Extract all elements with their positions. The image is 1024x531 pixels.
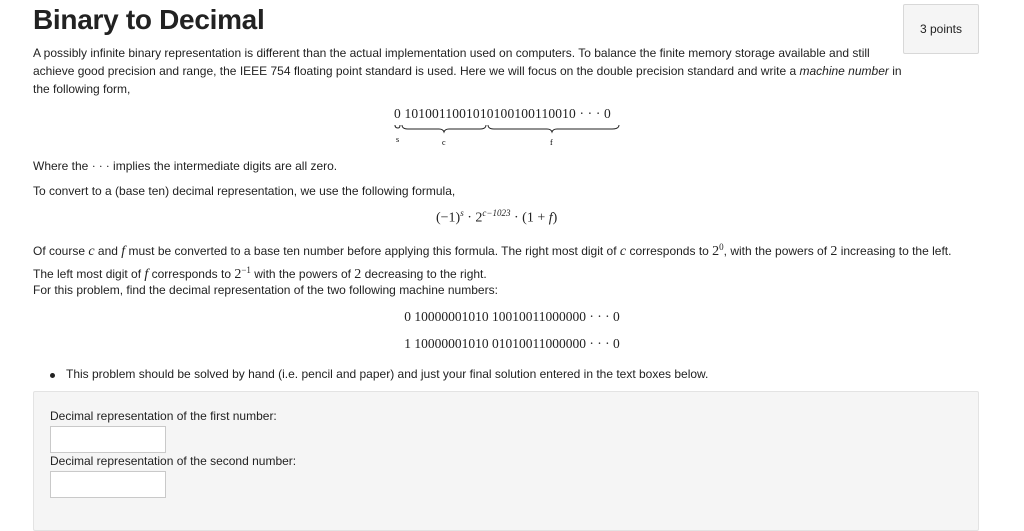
number-two: 2 — [234, 267, 242, 282]
var-c: c — [88, 244, 95, 259]
label-f: f — [550, 138, 553, 147]
intro-tail: in the following form, — [33, 64, 902, 96]
power-zero: 0 — [719, 242, 724, 252]
answer-panel — [33, 391, 979, 531]
digits-ellipsis: · · · 0 — [575, 106, 611, 121]
formula-tail: · (1 + — [510, 210, 549, 226]
number-two: 2 — [712, 244, 720, 259]
where-paragraph — [33, 157, 903, 175]
intro-paragraph — [33, 44, 903, 98]
explain-paragraph — [33, 238, 973, 284]
explain-text: increasing to the left. The left most digit of — [33, 244, 952, 281]
explain-text: must be converted to a base ten number before applying this formula. The right most digit of — [125, 244, 620, 258]
explain-text: Of course — [33, 244, 89, 258]
where-after: implies the intermediate digits are all zero. — [109, 159, 338, 173]
explain-text: corresponds to — [148, 267, 235, 281]
var-c: c — [619, 244, 627, 259]
formula-neg: (−1) — [436, 210, 461, 226]
second-answer-label: Decimal representation of the second number: — [50, 454, 297, 468]
formula-close: ) — [552, 210, 558, 226]
machine-number-1: 0 10000001010 10010011000000 · · · 0 — [404, 309, 620, 324]
label-c: c — [442, 138, 446, 147]
var-f: f — [121, 244, 126, 259]
label-s: s — [396, 135, 400, 144]
machine-number-2: 1 10000001010 01010011000000 · · · 0 — [404, 336, 620, 351]
instruction-text: This problem should be solved by hand (i.e. pencil and paper) and just your final solution entered in the text boxes below. — [66, 367, 709, 381]
intro-text: A possibly infinite binary representation is different than the actual implementation used on computers. To balance the finite memory storage available and still achieve good precision and range, the IEEE 754 floating point standard is used. Here we will focus on the double precision standard and write a — [33, 46, 870, 78]
number-two: 2 — [830, 244, 838, 259]
machine-number-form — [380, 106, 640, 146]
where-before: Where the — [33, 159, 92, 173]
sign-digit: 0 — [394, 106, 401, 121]
formula-exponent: c−1023 — [482, 208, 511, 218]
explain-text: and — [94, 244, 122, 258]
first-answer-input[interactable] — [50, 426, 166, 453]
points-badge: 3 points — [903, 4, 979, 54]
explain-text: , with the powers of — [723, 244, 831, 258]
exponent-digits: 10100110010 — [404, 106, 480, 121]
machine-number-digits — [394, 106, 611, 122]
explain-text: decreasing to the right. — [361, 267, 487, 281]
formula-s: s — [460, 208, 464, 218]
ellipsis-symbol: · · · — [91, 159, 110, 173]
formula-f: f — [548, 210, 553, 226]
power-minus-one: −1 — [241, 265, 251, 275]
second-answer-input[interactable] — [50, 471, 166, 498]
machine-number-term: machine number — [799, 64, 889, 78]
convert-paragraph: To convert to a (base ten) decimal representation, we use the following formula, — [33, 184, 456, 198]
explain-text: with the powers of — [250, 267, 355, 281]
brace-c — [402, 125, 486, 132]
brace-s — [395, 125, 400, 128]
var-f: f — [144, 267, 149, 282]
formula-dot: · 2 — [463, 210, 483, 226]
brace-f — [488, 125, 619, 132]
fraction-digits: 10100100110010 — [479, 106, 576, 121]
number-two: 2 — [354, 267, 362, 282]
page-title: Binary to Decimal — [33, 4, 265, 35]
first-answer-label: Decimal representation of the first number: — [50, 409, 277, 423]
explain-text: corresponds to — [626, 244, 713, 258]
bullet-dot-icon — [50, 373, 55, 378]
underbrace-diagram — [380, 124, 640, 148]
problem-paragraph: For this problem, find the decimal representation of the two following machine numbers: — [33, 283, 498, 297]
conversion-formula — [436, 208, 557, 227]
